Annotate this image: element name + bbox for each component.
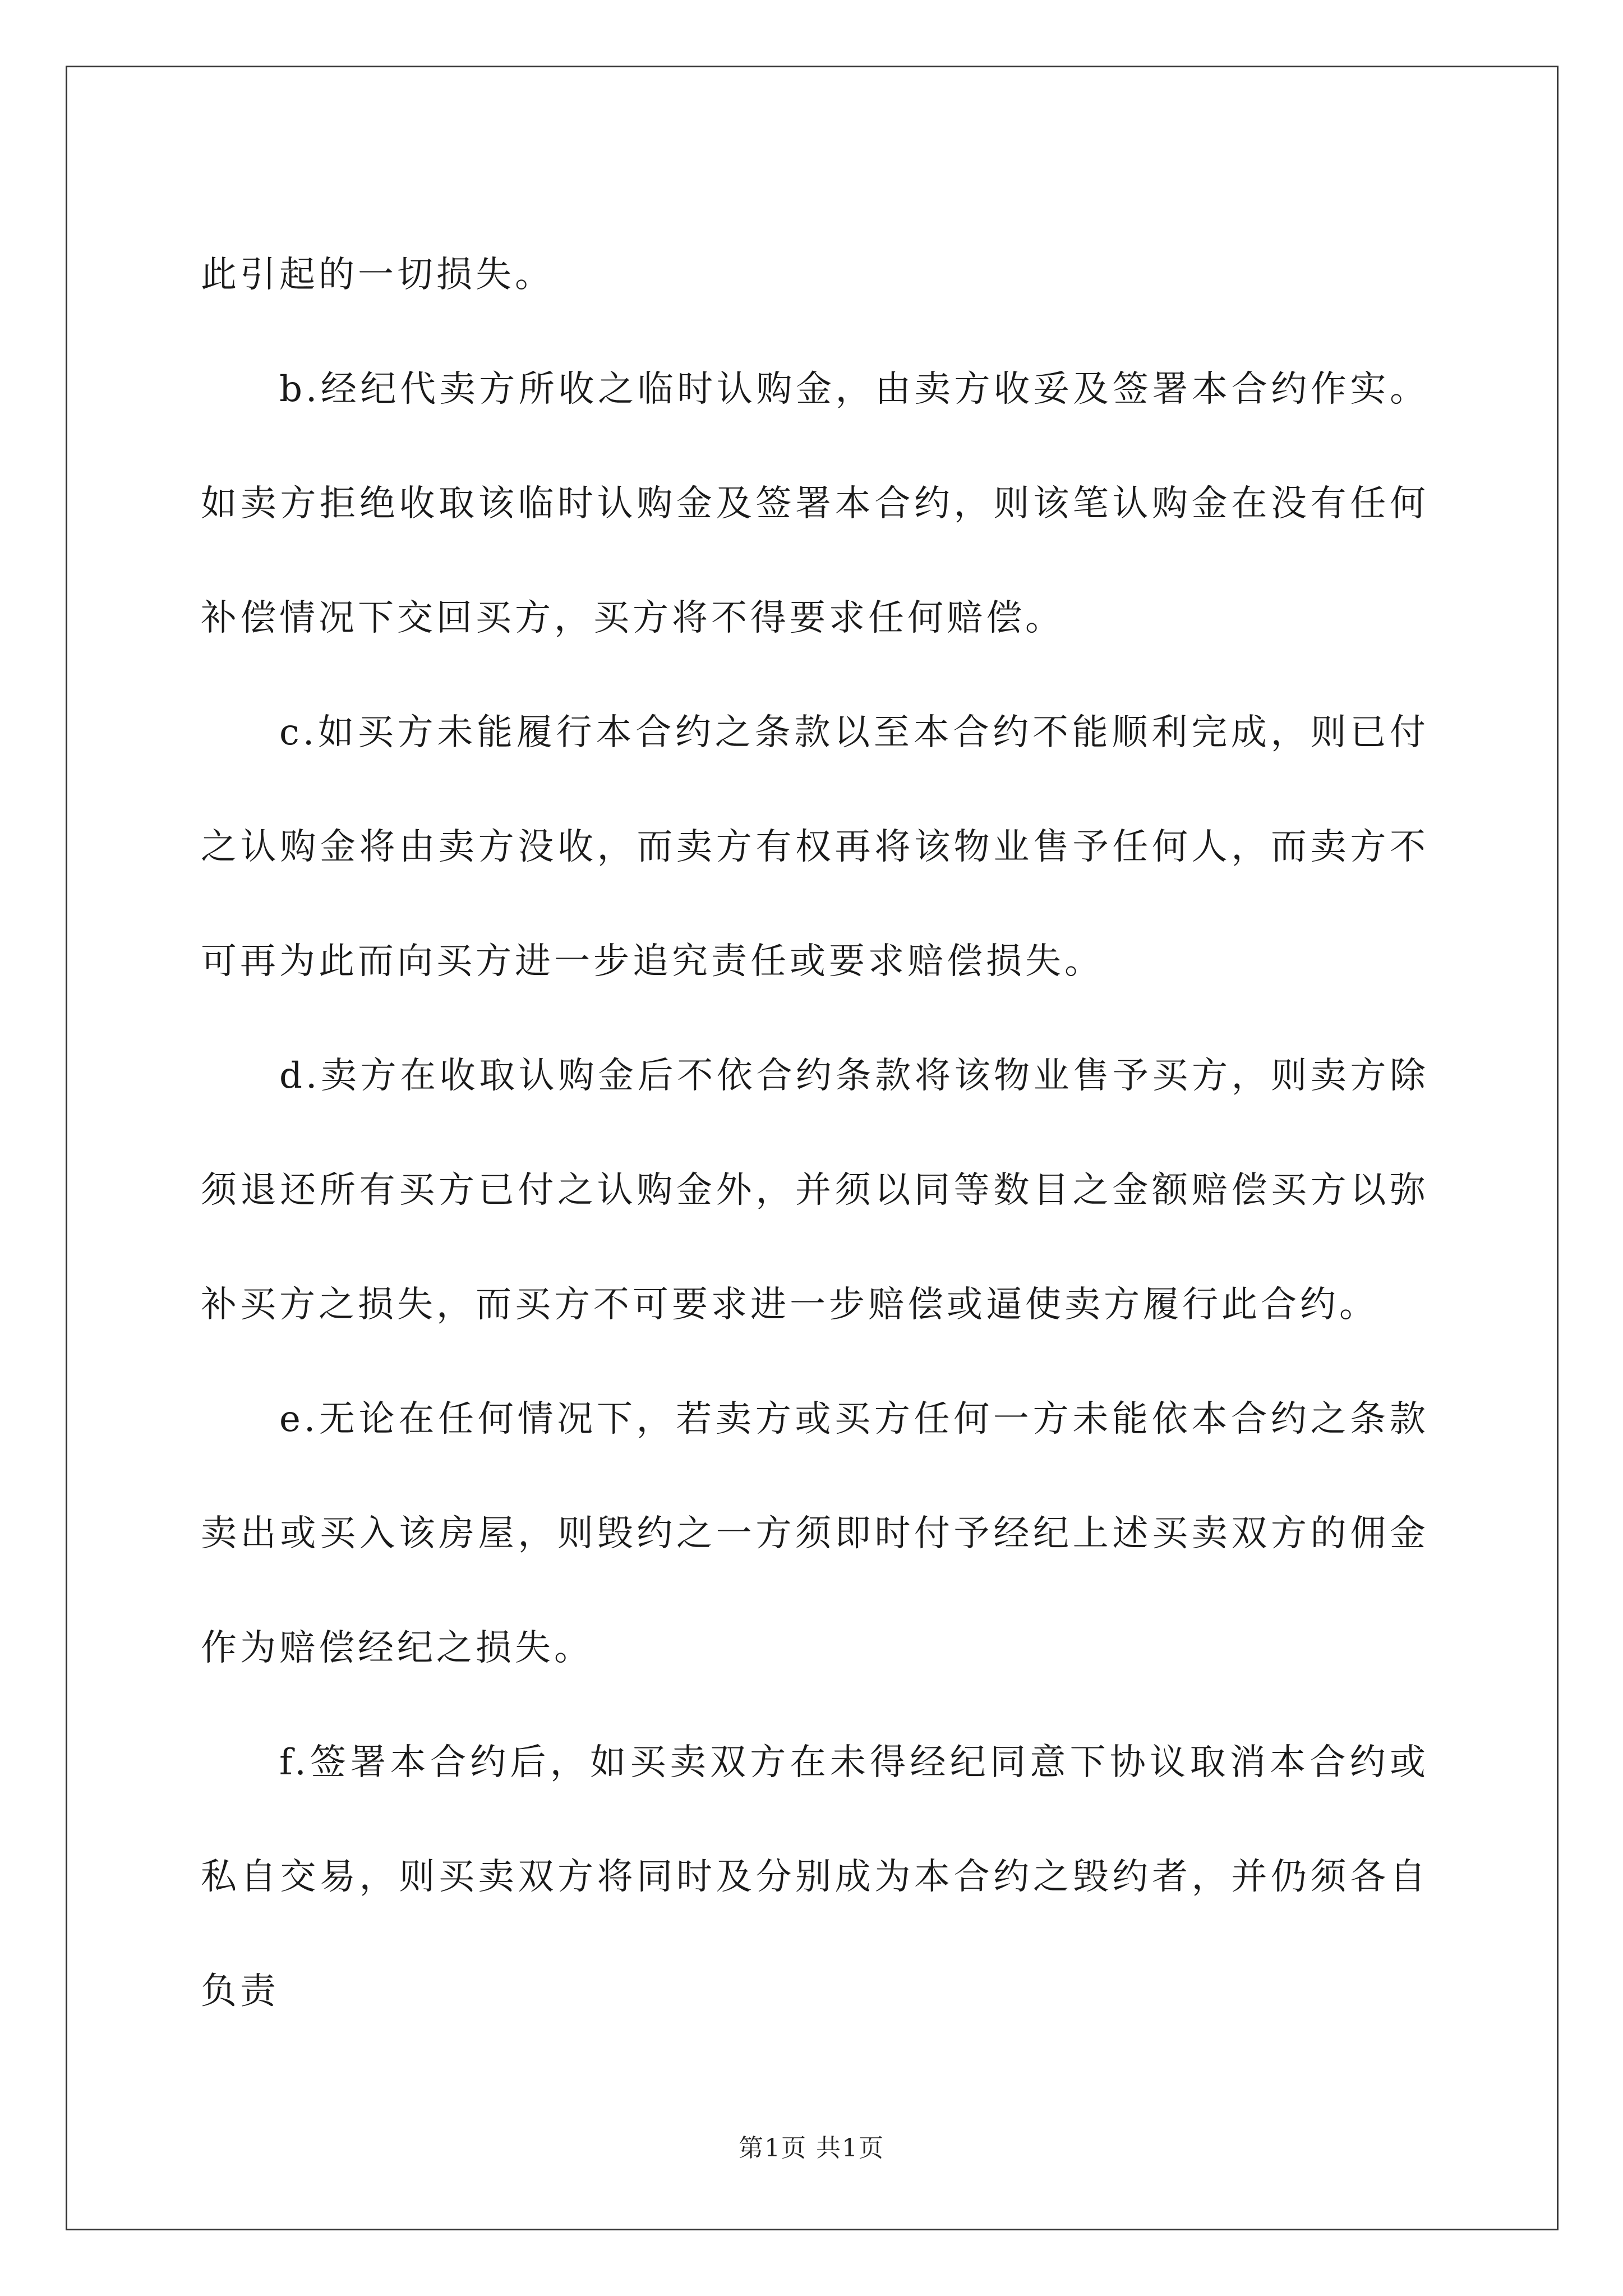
paragraph-f: f.签署本合约后，如买卖双方在未得经纪同意下协议取消本合约或私自交易，则买卖双方将同时及分别成为本合约之毁约者，并仍须各自负责 <box>201 1742 1429 2012</box>
document-body <box>201 218 1429 2049</box>
paragraph-b: b.经纪代卖方所收之临时认购金，由卖方收妥及签署本合约作实。如卖方拒绝收取该临时认购金及签署本合约，则该笔认购金在没有任何补偿情况下交回买方，买方将不得要求任何赔偿。 <box>201 369 1429 639</box>
paragraph-c: c.如买方未能履行本合约之条款以至本合约不能顺利完成，则已付之认购金将由卖方没收，而卖方有权再将该物业售予任何人，而卖方不可再为此而向买方进一步追究责任或要求赔偿损失。 <box>201 712 1429 982</box>
paragraph-d: d.卖方在收取认购金后不依合约条款将该物业售予买方，则卖方除须退还所有买方已付之认购金外，并须以同等数目之金额赔偿买方以弥补买方之损失，而买方不可要求进一步赔偿或逼使卖方履行此合约。 <box>201 1055 1429 1326</box>
paragraph-continuation: 此引起的一切损失。 <box>201 254 554 296</box>
page-footer: 第1页 共1页 <box>739 2134 884 2162</box>
paragraph-e: e.无论在任何情况下，若卖方或买方任何一方未能依本合约之条款卖出或买入该房屋，则毁约之一方须即时付予经纪上述买卖双方的佣金作为赔偿经纪之损失。 <box>201 1398 1429 1669</box>
